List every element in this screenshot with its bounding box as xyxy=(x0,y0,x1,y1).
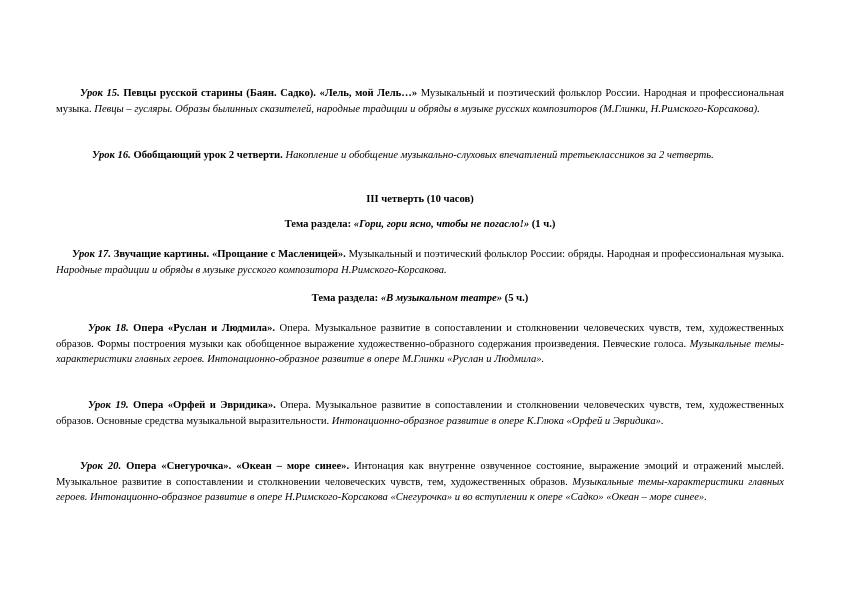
lesson-16-paragraph xyxy=(56,148,784,164)
lesson-17-title: Звучащие картины. «Прощание с Масленицей». xyxy=(110,249,346,260)
lesson-15-text: Музыкальный и поэтический фольклор России. Народная и профессиональная музыка. xyxy=(56,88,784,115)
lesson-19-number: Урок 19. xyxy=(88,400,129,411)
lesson-20-number: Урок 20. xyxy=(80,461,122,472)
lesson-15-paragraph xyxy=(56,86,784,117)
lesson-17-number: Урок 17. xyxy=(72,249,111,260)
lesson-18-title: Опера «Руслан и Людмила». xyxy=(128,323,276,334)
section-2-theme: «В музыкальном театре» xyxy=(380,293,503,304)
lesson-16-number: Урок 16. xyxy=(92,150,131,161)
lesson-15-italic: Певцы – гусляры. Образы былинных сказителей, народные традиции и обряды в музыке русских композиторов (М.Глинки, Н.Римского-Корсакова). xyxy=(94,103,760,115)
lesson-19-title: Опера «Орфей и Эвридика». xyxy=(128,400,276,411)
lesson-19-paragraph xyxy=(56,398,784,429)
lesson-17-text: Музыкальный и поэтический фольклор России: обряды. Народная и профессиональная музыка. xyxy=(345,249,784,260)
section-1-label: Тема раздела: xyxy=(284,219,354,230)
lesson-19-italic: Интонационно-образное развитие в опере К.Глюка «Орфей и Эвридика». xyxy=(331,415,664,427)
lesson-18-text: Опера. Музыкальное развитие в сопоставлении и столкновении человеческих чувств, тем, художественных образов. Формы построения музыки как обобщенное выражение художественно-образного содержания произведения. Певческие голоса. xyxy=(56,323,784,350)
section-heading-2 xyxy=(56,291,784,307)
section-2-label: Тема раздела: xyxy=(311,293,381,304)
section-2-hours: (5 ч.) xyxy=(502,293,529,304)
section-heading-1 xyxy=(56,217,784,233)
quarter-heading: III четверть (10 часов) xyxy=(366,194,474,205)
lesson-20-italic: Музыкальные темы-характеристики главных героев. Интонационно-образное развитие в опере Н.Римского-Корсакова «Снегурочка» и во вступлении к опере «Садко» «Океан – море синее». xyxy=(56,476,784,503)
lesson-17-paragraph xyxy=(56,247,784,278)
lesson-17-italic: Народные традиции и обряды в музыке русского композитора Н.Римского-Корсакова. xyxy=(56,264,447,276)
section-1-hours: (1 ч.) xyxy=(529,219,556,230)
lesson-16-title: Обобщающий урок 2 четверти. xyxy=(130,150,283,161)
lesson-19-text: Опера. Музыкальное развитие в сопоставлении и столкновении человеческих чувств, тем, художественных образов. Основные средства музыкальной выразительности. xyxy=(56,400,784,427)
lesson-18-italic: Музыкальные темы-характеристики главных героев. Интонационно-образное развитие в опере М.Глинки «Руслан и Людмила». xyxy=(56,338,784,365)
lesson-15-number: Урок 15. xyxy=(80,88,120,99)
lesson-20-text: Интонация как внутренне озвученное состояние, выражение эмоций и отражений мыслей. Музыкальное развитие в сопоставлении и столкновении человеческих чувств, тем, художественных образов. xyxy=(56,461,784,488)
lesson-20-paragraph xyxy=(56,459,784,506)
lesson-18-number: Урок 18. xyxy=(88,323,129,334)
lesson-18-paragraph xyxy=(56,321,784,368)
lesson-16-italic: Накопление и обобщение музыкально-слуховых впечатлений третьеклассников за 2 четверть. xyxy=(282,150,714,161)
lesson-20-title: Опера «Снегурочка». «Океан – море синее». xyxy=(121,461,350,472)
lesson-15-title: Певцы русской старины (Баян. Садко). «Лель, мой Лель…» xyxy=(119,88,418,99)
section-1-theme: «Гори, гори ясно, чтобы не погасло!» xyxy=(353,219,530,230)
